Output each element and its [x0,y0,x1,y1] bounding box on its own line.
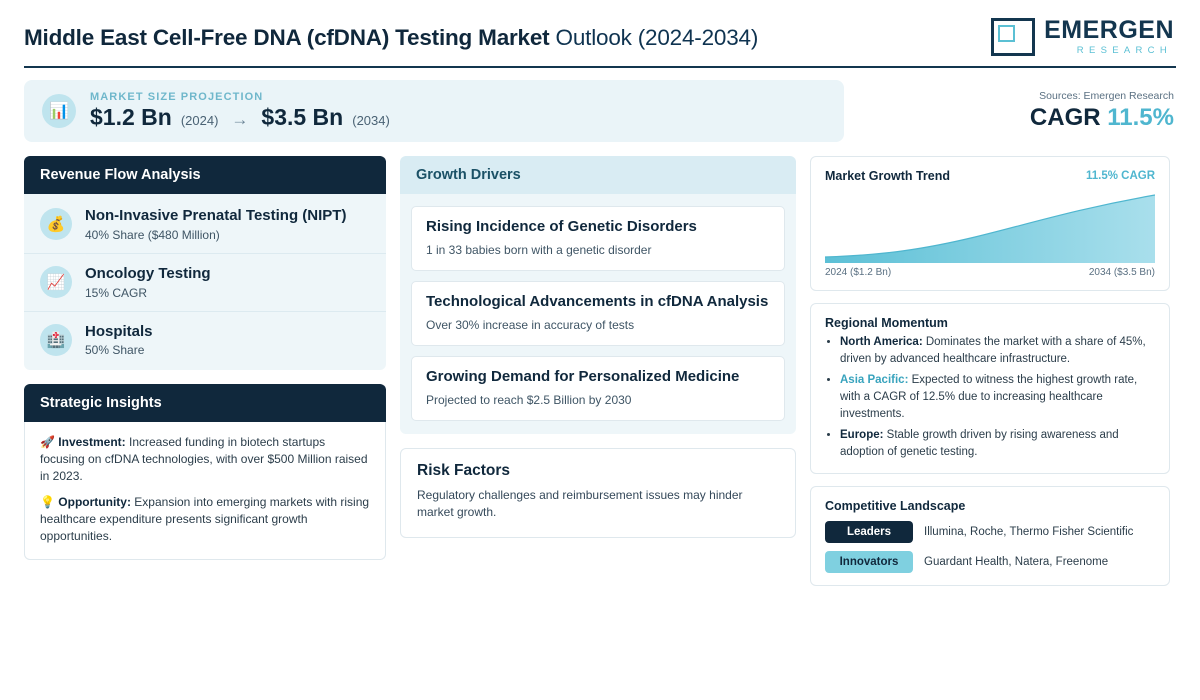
year-end: (2034) [352,113,390,128]
market-growth-trend-badge: 11.5% CAGR [1085,170,1155,182]
growth-drivers-list [400,196,796,432]
growth-driver-title: Growing Demand for Personalized Medicine [426,368,740,386]
page-header [24,0,1176,68]
competitive-row [825,551,1155,573]
regional-text: Stable growth driven by rising awareness and adoption of genetic testing. [840,429,1119,459]
innovators-names: Guardant Health, Natera, Freenome [924,555,1109,568]
market-size-banner [24,80,1176,142]
insight-text: Increased funding in biotech startups focusing on cfDNA technologies, with over $500 Million raised in 2023. [40,435,368,484]
regional-momentum-card [810,303,1170,474]
growth-driver-title: Rising Incidence of Genetic Disorders [426,218,697,235]
growth-driver-sub: Projected to reach $2.5 Billion by 2030 [426,393,632,408]
year-start: (2024) [180,113,219,128]
strategic-insights-heading: Strategic Insights [24,384,386,422]
sources-text: Sources: Emergen Research [1039,90,1174,102]
revenue-row [24,312,386,369]
revenue-flow-panel [24,156,386,370]
line-chart-icon: 📈 [40,266,72,298]
cagr-number: 11.5% [1107,104,1174,131]
regional-momentum-list [825,334,1155,461]
revenue-row-text [85,265,211,300]
logo-name: EMERGEN [1044,16,1174,45]
axis-label-end: 2034 ($3.5 Bn) [1088,267,1155,278]
chart-bar-icon: 📊 [42,94,76,128]
brand-logo [991,18,1176,56]
risk-factors-card [400,448,796,538]
revenue-row-sub: 50% Share [85,343,145,358]
arrow-icon: → [231,110,249,129]
regional-name: North America: [840,336,923,348]
growth-drivers-body [400,194,796,434]
middle-column [400,156,796,538]
market-growth-trend-title: Market Growth Trend [825,169,951,183]
growth-driver-title: Technological Advancements in cfDNA Analysis [426,293,769,311]
regional-name: Asia Pacific: [840,374,909,387]
market-growth-trend-header [825,169,1155,183]
competitive-row [825,521,1155,543]
revenue-row-title: Oncology Testing [85,264,211,282]
growth-driver-card [411,281,785,346]
growth-drivers-heading: Growth Drivers [400,156,796,194]
revenue-flow-body [24,194,386,370]
competitive-landscape-title: Competitive Landscape [825,498,966,513]
revenue-row-sub: 15% CAGR [85,285,148,300]
axis-label-start: 2024 ($1.2 Bn) [825,267,892,278]
revenue-row-text [85,207,346,242]
insight-item [40,434,370,485]
logo-subtitle: RESEARCH [1076,45,1172,57]
logo-text [1044,18,1174,56]
regional-text: Expected to witness the highest growth rate, with a CAGR of 12.5% due to increasing healthcare investments. [840,374,1138,420]
value-start: $1.2 Bn [90,104,172,130]
regional-item [840,334,1155,367]
left-column [24,156,386,560]
content-columns [24,156,1176,586]
growth-driver-sub: 1 in 33 babies born with a genetic disorder [426,242,652,257]
cagr-box [1030,90,1176,132]
growth-driver-card [411,356,785,421]
money-bag-icon: 💰 [40,208,72,240]
regional-momentum-title: Regional Momentum [825,316,948,330]
insight-label: Investment: [58,435,126,450]
growth-trend-sparkline [825,189,1155,263]
page-title-bold: Middle East Cell-Free DNA (cfDNA) Testing Market [24,25,550,50]
right-column [810,156,1170,586]
growth-drivers-panel [400,156,796,434]
growth-trend-axis [825,267,1155,278]
market-size-text [90,91,390,131]
growth-driver-sub: Over 30% increase in accuracy of tests [426,317,635,332]
regional-text: Dominates the market with a share of 45%, driven by advanced healthcare infrastructure. [840,336,1146,365]
value-end: $3.5 Bn [261,104,344,130]
revenue-row-title: Hospitals [85,322,153,340]
growth-driver-card [411,206,785,271]
insight-label: Opportunity: [58,495,131,510]
risk-factors-text: Regulatory challenges and reimbursement issues may hinder market growth. [417,488,743,520]
revenue-flow-heading: Revenue Flow Analysis [24,156,386,194]
regional-item [840,372,1155,422]
market-size-figures [90,104,390,131]
page-title [24,18,758,51]
rocket-icon: 🚀 [40,435,55,450]
competitive-landscape-card [810,486,1170,586]
hospital-icon: 🏥 [40,324,72,356]
insight-text: Expansion into emerging markets with rising healthcare expenditure presents significant growth opportunities. [40,495,370,544]
cagr-value [1030,104,1174,132]
lightbulb-icon: 💡 [40,495,55,510]
regional-name: Europe: [840,429,884,442]
revenue-row-sub: 40% Share ($480 Million) [85,227,220,242]
revenue-row [24,254,386,312]
logo-mark-icon [991,18,1035,56]
revenue-row-text [85,323,153,358]
cagr-label: CAGR [1029,104,1108,131]
market-growth-trend-card [810,156,1170,291]
innovators-badge: Innovators [825,551,913,573]
leaders-names: Illumina, Roche, Thermo Fisher Scientific [924,525,1134,538]
insight-item [40,494,370,545]
strategic-insights-body [24,422,386,560]
page-title-rest: Outlook (2024-2034) [549,25,759,50]
revenue-row-title: Non-Invasive Prenatal Testing (NIPT) [85,207,347,224]
leaders-badge: Leaders [825,521,913,543]
regional-item [840,427,1155,460]
risk-factors-title: Risk Factors [417,462,511,480]
market-size-box [24,80,844,142]
strategic-insights-panel [24,384,386,560]
revenue-row [24,196,386,254]
market-size-label: MARKET SIZE PROJECTION [90,91,264,103]
